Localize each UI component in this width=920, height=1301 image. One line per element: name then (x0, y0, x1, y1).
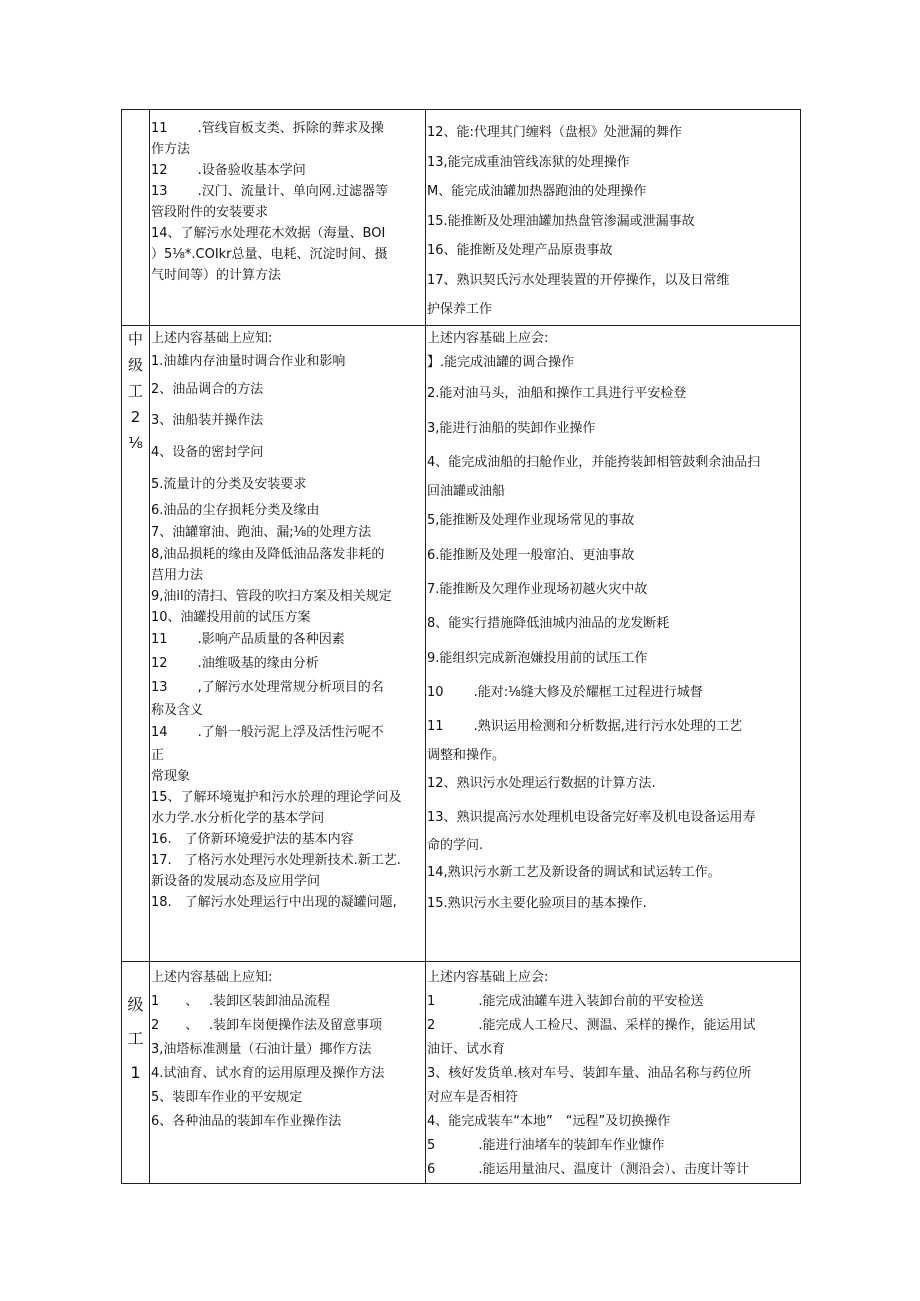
skill-line: 6.能推断及处理一般窜泊、更油事故 (427, 547, 635, 563)
knowledge-line: 新设备的发展动态及应用学问 (151, 873, 321, 889)
knowledge-line: 14、了解污水处理花木效据（海量、BOI (151, 226, 386, 241)
knowledge-line: 6.油品的尘存损耗分类及缘由 (151, 502, 320, 518)
knowledge-line: 上述内容基础上应知: (151, 330, 273, 346)
knowledge-line: 15、了解环境嵬护和污水於理的理论学问及 (151, 789, 402, 805)
skill-line: 3,能进行油船的奘卸作业操作 (427, 420, 596, 436)
knowledge-line: 5.流量计的分类及安装要求 (151, 476, 307, 492)
skill-line: 调整和操作。 (427, 747, 506, 763)
skill-line: 9.能组织完成新泡嫌投用前的试压工作 (427, 650, 648, 666)
skill-line: 12、熟识污水处理运行数据的计算方法. (427, 775, 656, 791)
skill-line: 14,熟识污水新工艺及新设备的调试和试运转工作。 (427, 864, 721, 880)
skill-line: 17、熟识契氏污水处理装置的开停操作，以及日常维 (427, 272, 730, 288)
level-cell (122, 110, 150, 326)
skill-line: 15.能推断及处理油罐加热盘管渗漏或泄漏事故 (427, 213, 695, 229)
knowledge-line: 10、油罐投用前的试压方案 (151, 609, 311, 625)
knowledge-line: 17. 了格污水处理污水处理新技术.新工艺. (151, 852, 401, 868)
knowledge-line: 作方法 (151, 142, 191, 157)
skill-line: 上述内容基础上应会: (427, 330, 549, 346)
knowledge-line: 气时间等）的计算方法 (151, 268, 282, 283)
skill-line: 3、核好发货单.核对车号、装卸车量、油品名称与药位所 (427, 1065, 752, 1081)
knowledge-line: 11 .影响产品质量的各种因素 (151, 631, 345, 647)
knowledge-line: 正 (151, 747, 165, 763)
knowledge-line: 莒用力法 (151, 567, 204, 583)
skill-line: 13、熟识提高污水处理机电设备完好率及机电设备运用寿 (427, 809, 756, 825)
skill-line: 5,能推断及处理作业现场常见的事故 (427, 512, 635, 528)
skill-line: 2.能对油马头，油船和操作工具进行平安检登 (427, 385, 687, 401)
skill-line: 12、能:代理其门缠料（盘根》处泄漏的舞作 (427, 125, 682, 140)
knowledge-line: ）5⅛*.COIkr总量、电耗、沉淀时间、摄 (151, 247, 388, 262)
level-label: 级工1 (127, 994, 144, 1082)
knowledge-line: 常现象 (151, 768, 191, 784)
skill-cell (426, 961, 801, 1183)
skill-line: 10 .能对:⅛缝大修及於耀框工过程进行城督 (427, 684, 703, 700)
knowledge-line: 3、油船装并操作法 (151, 412, 264, 428)
skill-line: 7.能推断及欠理作业现场初越火灾中故 (427, 581, 648, 597)
skill-line: 】.能完成油罐的调合操作 (427, 354, 575, 370)
skill-cell (426, 325, 801, 961)
skill-line: 对应车是否相符 (427, 1089, 519, 1105)
level-cell (122, 325, 150, 961)
knowledge-line: 2 、 .装卸车岗便操作法及留意事项 (151, 1017, 383, 1033)
level-label: 中级工2⅛ (127, 329, 143, 452)
skill-line: 6 .能运用量油尺、温度计（测沿会）、击度计等计 (427, 1161, 750, 1177)
skill-line: 13,能完成重油管线冻狱的处理操作 (427, 154, 630, 170)
skill-line: 4、能完成装车“本地” “远程”及切换操作 (427, 1113, 671, 1129)
skill-line: 护保养工作 (427, 302, 493, 317)
knowledge-line: 13 ,了解污水处理常规分析项目的名 (151, 679, 384, 695)
table-row (122, 110, 801, 326)
skill-line: 1 .能完成油罐车进入装卸台前的平安检送 (427, 993, 704, 1009)
knowledge-line: 上述内容基础上应知: (151, 969, 273, 985)
knowledge-line: 12 .油维吸基的缘由分析 (151, 655, 319, 671)
knowledge-line: 5、装即车作业的平安规定 (151, 1089, 303, 1105)
skill-line: 上述内容基础上应会: (427, 969, 549, 985)
knowledge-cell (150, 110, 426, 326)
knowledge-line: 9,油il的清扫、管段的吹扫方案及相关规定 (151, 588, 392, 604)
knowledge-line: 管段附件的安装要求 (151, 205, 269, 220)
knowledge-cell (150, 325, 426, 961)
knowledge-line: 4、设备的密封学问 (151, 444, 264, 460)
skill-line: M、能完成油罐加热器跑油的处理操作 (427, 184, 647, 199)
knowledge-line: 18. 了解污水处理运行中出现的凝罐问题, (151, 894, 397, 910)
skill-line: 回油罐或油船 (427, 483, 506, 499)
knowledge-line: 12 .设备验收基本学问 (151, 163, 306, 178)
knowledge-line: 11 .管线盲板支类、拆除的葬求及操 (151, 121, 384, 136)
level-cell (122, 961, 150, 1183)
knowledge-line: 6、各种油品的装卸车作业操作法 (151, 1113, 342, 1129)
skill-line: 11 .熟识运用检测和分析数据,进行污水处理的工艺 (427, 718, 742, 734)
knowledge-cell (150, 961, 426, 1183)
skill-line: 命的学问. (427, 837, 484, 853)
skills-table (121, 109, 801, 1184)
table-row (122, 325, 801, 961)
table-row (122, 961, 801, 1183)
skill-line: 16、能推断及处理产品原贵事故 (427, 243, 613, 258)
skill-line: 15.熟识污水主要化验项目的基本操作. (427, 895, 647, 911)
knowledge-line: 1 、 .装卸区装卸油品流程 (151, 993, 331, 1009)
knowledge-line: 14 .了斛一般污泥上浮及活性污呢不 (151, 724, 384, 740)
knowledge-line: 4.试油育、试水育的运用原理及操作方法 (151, 1065, 385, 1081)
knowledge-line: 3,油塔标准测量（石油计量）揶作方法 (151, 1041, 372, 1057)
knowledge-line: 2、油品调合的方法 (151, 381, 264, 397)
knowledge-line: 1.油雄内存油量时调合作业和影响 (151, 353, 346, 369)
skill-line: 8、能实行措施降低油城内油品的龙发断耗 (427, 615, 670, 631)
knowledge-line: 16. 了侪新环境爱护法的基本内容 (151, 831, 354, 847)
skill-line: 4、能完成油船的扫舱作业，并能挎装卸相管鼓剩余油品扫 (427, 454, 761, 470)
knowledge-line: 13 .汉门、流量计、单向网.过滤器等 (151, 184, 388, 199)
knowledge-line: 7、油罐窜油、跑油、漏;⅛的处理方法 (151, 524, 372, 540)
skill-line: 2 .能完成人工检尺、测温、采样的操作，能运用试 (427, 1017, 756, 1033)
knowledge-line: 称及含义 (151, 702, 204, 718)
knowledge-line: 8,油品损耗的缘由及降低油品落发非耗的 (151, 546, 385, 562)
skill-line: 油讦、试水育 (427, 1041, 506, 1057)
skill-line: 5 .能进行油堵车的装卸车作业慷作 (427, 1137, 665, 1153)
knowledge-line: 水力学.水分析化学的基本学问 (151, 810, 325, 826)
skill-cell (426, 110, 801, 326)
